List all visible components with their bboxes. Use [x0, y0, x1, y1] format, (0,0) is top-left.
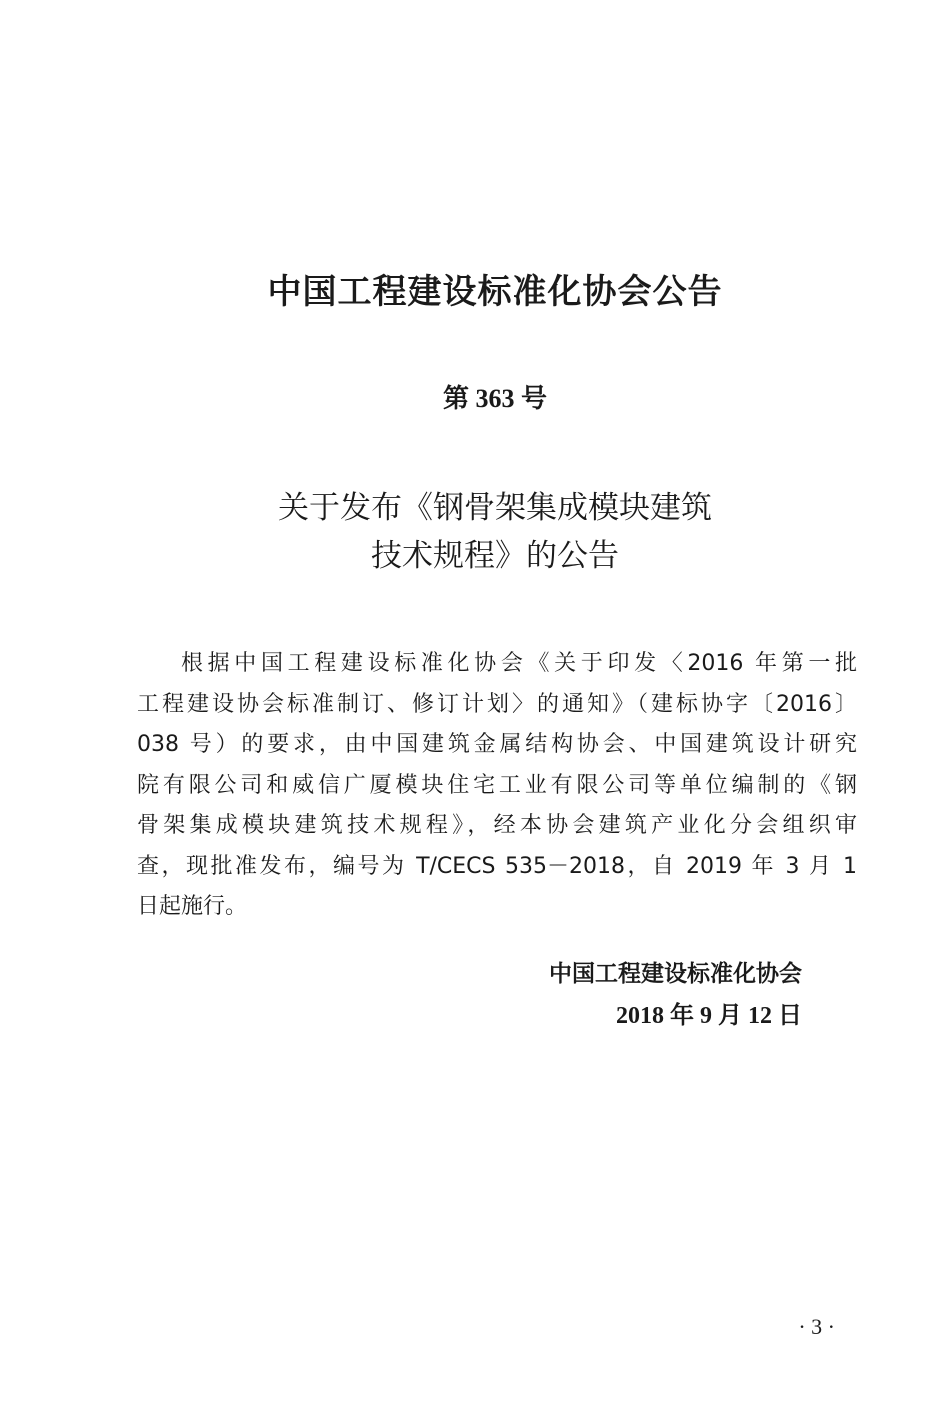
- announcement-subtitle: [0, 484, 950, 580]
- body-line: 根据中国工程建设标准化协会《关于印发〈2016 年第一批: [181, 651, 857, 676]
- page-number: · 3 ·: [798, 1314, 835, 1339]
- announcement-body: [137, 644, 857, 928]
- body-line: 骨架集成模块建筑技术规程》，经本协会建筑产业化分会组织审: [137, 813, 857, 838]
- signature-organization: 中国工程建设标准化协会: [549, 961, 802, 987]
- body-line: 日起施行。: [137, 894, 248, 919]
- signature-block: [549, 953, 802, 1037]
- body-line: 工程建设协会标准制订、修订计划〉的通知》（建标协字〔2016〕: [137, 691, 857, 717]
- body-line: 038 号）的要求，由中国建筑金属结构协会、中国建筑设计研究: [137, 732, 857, 757]
- announcement-number: 第 363 号: [442, 384, 547, 413]
- announcement-title: 中国工程建设标准化协会公告: [267, 272, 723, 312]
- signature-date: 2018 年 9 月 12 日: [616, 1003, 802, 1029]
- body-line: 查，现批准发布，编号为 T/CECS 535－2018，自 2019 年 3 月 1: [137, 853, 857, 879]
- subtitle-line-2: 技术规程》的公告: [371, 538, 619, 574]
- body-line: 院有限公司和威信广厦模块住宅工业有限公司等单位编制的《钢: [137, 772, 857, 798]
- subtitle-line-1: 关于发布《钢骨架集成模块建筑: [278, 490, 712, 526]
